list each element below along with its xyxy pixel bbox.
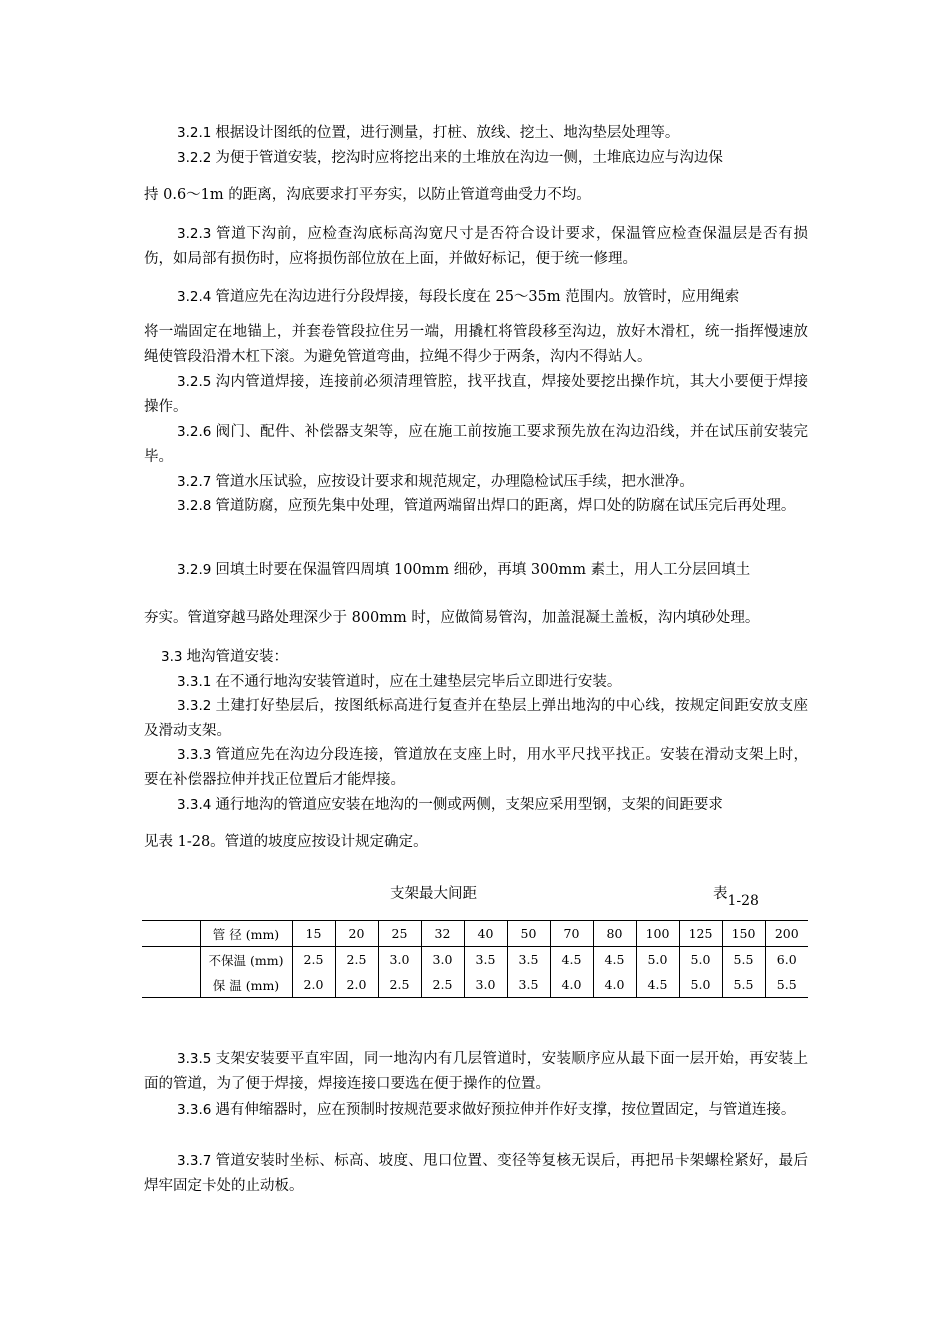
table-cell: 100 <box>636 921 679 947</box>
table-cell: 5.5 <box>765 972 808 998</box>
paragraph-3-3-1 <box>144 670 808 695</box>
paragraph-3-2-3 <box>144 222 808 272</box>
table-cell: 3.0 <box>464 972 507 998</box>
table-cell: 5.0 <box>679 972 722 998</box>
table-cell: 125 <box>679 921 722 947</box>
table-cell: 2.5 <box>292 947 335 973</box>
paragraph-3-2-9 <box>144 558 808 583</box>
clause-number: 3.2.2 <box>177 150 212 166</box>
table-cell: 4.5 <box>593 947 636 973</box>
paragraph-3-3-5 <box>144 1047 808 1097</box>
row-label: 保 温 (mm) <box>200 972 292 998</box>
paragraph-3-2-5 <box>144 370 808 420</box>
clause-number: 3.2.9 <box>177 562 212 578</box>
table-number <box>713 882 759 909</box>
clause-text: 管道防腐，应预先集中处理，管道两端留出焊口的距离，焊口处的防腐在试压完后再处理。 <box>215 498 796 514</box>
table-cell: 25 <box>378 921 421 947</box>
clause-number: 3.3.4 <box>177 797 212 813</box>
table-cell: 5.0 <box>679 947 722 973</box>
paragraph-3-2-4 <box>144 285 808 310</box>
clause-number: 3.3.1 <box>177 674 212 690</box>
paragraph-3-2-2-cont <box>144 183 808 208</box>
table-cell: 50 <box>507 921 550 947</box>
clause-text: 土建打好垫层后，按图纸标高进行复查并在垫层上弹出地沟的中心线，按规定间距安放支座及滑动支架。 <box>144 698 808 739</box>
table-blank-cell <box>142 921 200 947</box>
table-title: 支架最大间距 <box>390 886 477 902</box>
table-row <box>142 972 808 998</box>
table-cell: 200 <box>765 921 808 947</box>
clause-text: 为便于管道安装，挖沟时应将挖出来的土堆放在沟边一侧，土堆底边应与沟边保 <box>215 150 723 166</box>
table-cell: 15 <box>292 921 335 947</box>
clause-number: 3.3 <box>161 649 183 665</box>
table-blank-cell <box>142 947 200 973</box>
table-cell: 20 <box>335 921 378 947</box>
clause-text: 夯实。管道穿越马路处理深少于 800mm 时，应做简易管沟，加盖混凝土盖板，沟内填砂处理。 <box>144 610 760 626</box>
table-cell: 3.5 <box>507 972 550 998</box>
clause-number: 3.3.6 <box>177 1102 212 1118</box>
table-cell: 40 <box>464 921 507 947</box>
clause-text: 在不通行地沟安装管道时，应在土建垫层完毕后立即进行安装。 <box>215 674 622 690</box>
clause-number: 3.2.8 <box>177 498 212 514</box>
table-cell: 80 <box>593 921 636 947</box>
table-cell: 70 <box>550 921 593 947</box>
clause-text: 持 0.6～1m 的距离，沟底要求打平夯实，以防止管道弯曲受力不均。 <box>144 187 591 203</box>
table-cell: 3.0 <box>421 947 464 973</box>
table-cell: 5.5 <box>722 947 765 973</box>
paragraph-3-3-7 <box>144 1149 808 1199</box>
table-number-value: 1-28 <box>727 893 759 909</box>
clause-text: 管道应先在沟边分段连接，管道放在支座上时，用水平尺找平找正。安装在滑动支架上时，要在补偿器拉伸并找正位置后才能焊接。 <box>144 747 808 788</box>
clause-text: 管道下沟前，应检查沟底标高沟宽尺寸是否符合设计要求，保温管应检查保温层是否有损伤，如局部有损伤时，应将损伤部位放在上面，并做好标记，便于统一修理。 <box>144 226 808 267</box>
table-cell: 5.5 <box>722 972 765 998</box>
clause-text: 阀门、配件、补偿器支架等，应在施工前按施工要求预先放在沟边沿线，并在试压前安装完毕。 <box>144 424 808 465</box>
paragraph-3-2-7 <box>144 470 808 495</box>
table-cell: 6.0 <box>765 947 808 973</box>
paragraph-3-2-8 <box>144 494 808 519</box>
clause-number: 3.3.5 <box>177 1051 212 1067</box>
table-cell: 2.5 <box>378 972 421 998</box>
table-cell: 2.5 <box>335 947 378 973</box>
section-3-3-heading <box>161 645 808 670</box>
table-cell: 3.5 <box>507 947 550 973</box>
paragraph-3-2-4-cont <box>144 320 808 370</box>
clause-number: 3.3.7 <box>177 1153 212 1169</box>
clause-number: 3.2.1 <box>177 125 212 141</box>
clause-text: 根据设计图纸的位置，进行测量，打桩、放线、挖土、地沟垫层处理等。 <box>215 125 680 141</box>
table-number-label: 表 <box>713 886 728 902</box>
clause-number: 3.3.3 <box>177 747 212 763</box>
clause-text: 管道应先在沟边进行分段焊接，每段长度在 25～35m 范围内。放管时，应用绳索 <box>215 289 740 305</box>
clause-number: 3.2.7 <box>177 474 212 490</box>
table-cell: 3.5 <box>464 947 507 973</box>
clause-text: 沟内管道焊接，连接前必须清理管腔，找平找直，焊接处要挖出操作坑，其大小要便于焊接操作。 <box>144 374 808 415</box>
table-cell: 4.5 <box>636 972 679 998</box>
table-cell: 3.0 <box>378 947 421 973</box>
clause-text: 回填土时要在保温管四周填 100mm 细砂，再填 300mm 素土，用人工分层回填土 <box>215 562 751 578</box>
table-cell: 150 <box>722 921 765 947</box>
table-blank-cell <box>142 972 200 998</box>
paragraph-3-3-2 <box>144 694 808 744</box>
paragraph-3-2-2 <box>144 146 808 171</box>
clause-text: 将一端固定在地锚上，并套卷管段拉住另一端，用撬杠将管段移至沟边，放好木滑杠，统一指挥慢速放绳使管段沿滑木杠下滚。为避免管道弯曲，拉绳不得少于两条，沟内不得站人。 <box>144 324 808 365</box>
table-cell: 2.0 <box>292 972 335 998</box>
clause-text: 地沟管道安装： <box>186 649 288 665</box>
paragraph-3-3-4 <box>144 793 808 818</box>
table-cell: 5.0 <box>636 947 679 973</box>
paragraph-3-2-9-cont <box>144 606 808 631</box>
table-cell: 4.5 <box>550 947 593 973</box>
table-cell: 2.0 <box>335 972 378 998</box>
paragraph-3-3-3 <box>144 743 808 793</box>
clause-text: 支架安装要平直牢固，同一地沟内有几层管道时，安装顺序应从最下面一层开始，再安装上面的管道，为了便于焊接，焊接连接口要选在便于操作的位置。 <box>144 1051 808 1092</box>
clause-text: 管道水压试验，应按设计要求和规范规定，办理隐检试压手续，把水泄净。 <box>215 474 694 490</box>
row-label: 不保温 (mm) <box>200 947 292 973</box>
clause-text: 遇有伸缩器时，应在预制时按规范要求做好预拉伸并作好支撑，按位置固定，与管道连接。 <box>215 1102 796 1118</box>
table-row <box>142 947 808 973</box>
support-spacing-table <box>142 920 808 998</box>
clause-text: 通行地沟的管道应安装在地沟的一侧或两侧，支架应采用型钢，支架的间距要求 <box>215 797 723 813</box>
clause-text: 见表 1-28。管道的坡度应按设计规定确定。 <box>144 834 428 850</box>
table-cell: 2.5 <box>421 972 464 998</box>
clause-number: 3.2.5 <box>177 374 212 390</box>
paragraph-3-3-4-cont <box>144 830 808 855</box>
clause-number: 3.3.2 <box>177 698 212 714</box>
table-row <box>142 921 808 947</box>
clause-number: 3.2.6 <box>177 424 212 440</box>
clause-number: 3.2.3 <box>177 226 212 242</box>
table-cell: 4.0 <box>593 972 636 998</box>
clause-number: 3.2.4 <box>177 289 212 305</box>
row-label: 管 径 (mm) <box>200 921 292 947</box>
table-cell: 4.0 <box>550 972 593 998</box>
table-cell: 32 <box>421 921 464 947</box>
clause-text: 管道安装时坐标、标高、坡度、甩口位置、变径等复核无误后，再把吊卡架螺栓紧好，最后焊牢固定卡处的止动板。 <box>144 1153 808 1194</box>
paragraph-3-2-6 <box>144 420 808 470</box>
paragraph-3-2-1 <box>144 121 808 146</box>
paragraph-3-3-6 <box>144 1098 808 1123</box>
